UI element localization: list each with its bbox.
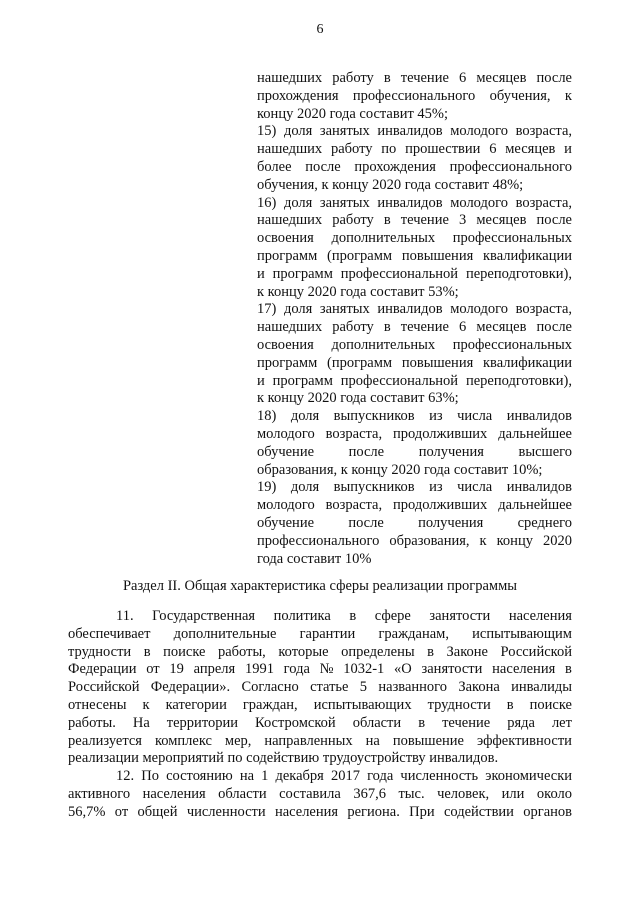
body-word: содействии xyxy=(443,803,514,820)
column-word: 3 xyxy=(458,212,467,229)
body-word: «О xyxy=(394,661,412,678)
body-word: категории xyxy=(165,696,227,713)
column-line xyxy=(257,141,572,159)
body-word: отнесены xyxy=(68,696,127,713)
body-word: испытывающих xyxy=(313,696,412,713)
column-word: года составит 10% xyxy=(257,550,372,567)
column-word: после xyxy=(305,158,341,175)
body-word: Закона xyxy=(458,679,500,696)
body-word: численности xyxy=(186,803,266,820)
column-word: квалификации xyxy=(483,354,572,371)
column-word: (программ xyxy=(327,247,393,264)
body-word: которые xyxy=(278,643,329,660)
column-word: профессиональной xyxy=(340,372,459,389)
column-word: получения xyxy=(418,514,484,531)
body-word: реализуется xyxy=(68,732,142,749)
column-word: по xyxy=(381,141,397,158)
body-word: занятости xyxy=(429,608,491,624)
column-word: после xyxy=(536,319,572,336)
body-word: Федерации». xyxy=(150,679,231,696)
body-word: граждан, xyxy=(242,696,298,713)
body-word: комплекс xyxy=(154,732,212,749)
column-word: обучение xyxy=(257,443,315,460)
body-word: на xyxy=(365,732,380,749)
body-word: в xyxy=(143,643,151,660)
column-word: месяцев xyxy=(476,70,527,86)
column-word: дальнейшее xyxy=(498,425,572,442)
body-word: Федерации xyxy=(68,661,137,678)
column-word: программ xyxy=(272,265,333,282)
body-word: от xyxy=(114,803,129,820)
body-word: активного xyxy=(68,785,131,802)
column-word: после xyxy=(348,443,385,460)
body-line xyxy=(68,750,572,768)
column-word: занятых xyxy=(319,123,370,140)
column-word: из xyxy=(429,479,443,496)
column-word: после xyxy=(536,70,572,86)
column-word: после xyxy=(536,212,572,229)
column-word: инвалидов xyxy=(506,408,572,425)
column-line xyxy=(257,248,572,266)
body-word: дополнительные xyxy=(173,625,277,642)
column-word: программ xyxy=(257,354,318,371)
column-word: дальнейшее xyxy=(498,497,572,514)
column-word: продолживших xyxy=(392,497,488,514)
column-word: прохождения xyxy=(354,158,436,175)
body-word: Законе xyxy=(446,643,488,660)
column-line xyxy=(257,70,572,88)
body-word: 19 xyxy=(169,661,184,678)
column-word: дополнительных xyxy=(331,230,436,247)
column-word: возраста, xyxy=(515,123,572,140)
body-word: в xyxy=(506,696,514,713)
column-word: молодого xyxy=(450,194,508,211)
column-word: (программ xyxy=(327,354,393,371)
body-line xyxy=(68,697,572,715)
section-heading: Раздел II. Общая характеристика сферы реализации программы xyxy=(122,578,518,594)
body-word: 2017 xyxy=(330,768,360,785)
section-body-text xyxy=(68,608,572,822)
column-word: течение xyxy=(400,212,449,229)
body-line xyxy=(68,644,572,662)
column-word: в xyxy=(383,319,391,336)
column-word: дополнительных xyxy=(331,336,436,353)
column-word: в xyxy=(383,212,391,229)
column-word: программ xyxy=(257,247,318,264)
column-line xyxy=(257,515,572,533)
body-word: тыс. xyxy=(398,785,425,802)
column-word: возраста, xyxy=(325,497,383,514)
column-word: инвалидов xyxy=(377,301,443,318)
column-word: течение xyxy=(400,319,449,336)
body-word: 1991 xyxy=(244,661,274,678)
column-word: к xyxy=(564,87,572,104)
column-line xyxy=(257,444,572,462)
body-word: занятости xyxy=(421,661,483,678)
body-word: лет xyxy=(551,714,572,731)
column-word: нашедших xyxy=(257,141,323,158)
column-word: доля xyxy=(283,194,313,211)
column-word: возраста, xyxy=(325,425,383,442)
body-word: сфере xyxy=(374,608,411,624)
body-word: гражданам, xyxy=(378,625,449,642)
body-word: испытывающим xyxy=(472,625,572,642)
body-word: области xyxy=(352,714,402,731)
column-word: молодого xyxy=(450,301,508,318)
body-word: года xyxy=(283,661,310,678)
body-line xyxy=(68,715,572,733)
body-word: населения xyxy=(492,661,556,678)
body-word: в xyxy=(427,643,434,660)
column-word: переподготовки), xyxy=(465,372,572,389)
column-word: выпускников xyxy=(333,479,415,496)
body-word: в xyxy=(349,608,357,624)
body-word: около xyxy=(536,785,572,802)
column-word: и xyxy=(564,141,572,158)
column-line xyxy=(257,497,572,515)
body-line xyxy=(68,768,572,786)
column-word: повышения xyxy=(401,247,474,264)
column-word: освоения xyxy=(257,336,314,353)
column-word: к концу 2020 года составит 53%; xyxy=(257,283,459,300)
column-word: числа xyxy=(457,479,493,496)
body-word: 12. xyxy=(116,768,135,785)
column-line xyxy=(257,355,572,373)
column-word: профессиональных xyxy=(452,336,572,353)
body-line xyxy=(68,626,572,644)
column-word: инвалидов xyxy=(377,194,443,211)
body-word: органов xyxy=(523,803,572,820)
column-word: обучения, к концу 2020 года составит 48%; xyxy=(257,176,524,193)
body-word: 11. xyxy=(116,608,134,624)
body-word: названного xyxy=(378,679,447,696)
column-word: работу xyxy=(332,70,374,86)
column-word: обучения, xyxy=(489,87,551,104)
column-word: профессионального xyxy=(257,532,380,549)
column-line xyxy=(257,462,572,480)
body-word: Костромской xyxy=(255,714,336,731)
body-word: 56,7% xyxy=(68,803,106,820)
column-word: профессионального xyxy=(449,158,572,175)
column-word: инвалидов xyxy=(506,479,572,496)
column-word: работу xyxy=(332,212,374,229)
body-line xyxy=(68,679,572,697)
column-word: 18) xyxy=(257,408,277,425)
column-word: нашедших xyxy=(257,70,323,86)
body-word: или xyxy=(501,785,525,802)
column-word: возраста, xyxy=(515,301,572,318)
body-word: составила xyxy=(279,785,341,802)
column-word: течение xyxy=(400,70,449,86)
body-word: эффективности xyxy=(476,732,572,749)
page-number: 6 xyxy=(316,22,324,37)
body-word: к xyxy=(142,696,150,713)
column-word: и xyxy=(257,265,265,282)
body-word: поиске xyxy=(529,696,572,713)
column-line xyxy=(257,177,572,195)
body-word: 1032-1 xyxy=(343,661,385,678)
body-line xyxy=(68,608,572,626)
column-word: обучение xyxy=(257,514,315,531)
body-word: населения xyxy=(508,608,572,624)
body-word: направленных xyxy=(264,732,353,749)
body-word: населения xyxy=(142,785,206,802)
body-word: работы. xyxy=(68,714,116,731)
column-line xyxy=(257,301,572,319)
body-word: статье xyxy=(310,679,349,696)
column-line xyxy=(257,195,572,213)
body-word: декабря xyxy=(275,768,324,785)
body-word: мер, xyxy=(224,732,252,749)
column-word: выпускников xyxy=(333,408,415,425)
goals-list-column xyxy=(257,70,572,568)
column-word: высшего xyxy=(518,443,572,460)
column-word: 17) xyxy=(257,301,277,318)
body-word: политика xyxy=(273,608,331,624)
column-word: 19) xyxy=(257,479,277,496)
body-word: состоянию xyxy=(166,768,233,785)
body-word: Согласно xyxy=(241,679,299,696)
column-word: в xyxy=(383,70,391,86)
body-word: работы, xyxy=(217,643,266,660)
column-line xyxy=(257,426,572,444)
body-word: апреля xyxy=(193,661,236,678)
column-word: программ xyxy=(272,372,333,389)
body-word: поиске xyxy=(163,643,206,660)
column-word: после xyxy=(348,514,384,531)
column-word: молодого xyxy=(257,497,315,514)
column-line xyxy=(257,230,572,248)
column-line xyxy=(257,551,572,569)
body-word: области xyxy=(218,785,267,802)
body-word: в xyxy=(418,714,426,731)
column-word: повышения xyxy=(401,354,474,371)
body-word: на xyxy=(239,768,255,785)
column-word: занятых xyxy=(319,301,370,318)
body-word: 1 xyxy=(261,768,269,785)
column-word: освоения xyxy=(257,230,314,247)
column-word: 6 xyxy=(458,319,467,336)
column-word: занятых xyxy=(319,194,370,211)
column-line xyxy=(257,390,572,408)
body-word: реализации мероприятий по содействию трудоустройству инвалидов. xyxy=(68,750,499,767)
column-word: образования, к концу 2020 года составит 10%; xyxy=(257,461,543,478)
column-word: к xyxy=(479,532,487,549)
body-word: На xyxy=(132,714,150,731)
body-word: человек, xyxy=(437,785,490,802)
column-word: 6 xyxy=(458,70,467,86)
column-line xyxy=(257,88,572,106)
column-line xyxy=(257,373,572,391)
column-line xyxy=(257,266,572,284)
column-word: прошествии xyxy=(405,141,481,158)
body-word: экономически xyxy=(485,768,572,785)
body-word: в xyxy=(564,661,572,678)
column-word: 16) xyxy=(257,194,277,211)
body-word: трудности xyxy=(427,696,491,713)
column-word: работу xyxy=(332,319,374,336)
column-line xyxy=(257,337,572,355)
body-word: течение xyxy=(442,714,491,731)
column-word: возраста, xyxy=(515,194,572,211)
column-word: 6 xyxy=(489,141,497,158)
body-word: По xyxy=(141,768,159,785)
column-word: более xyxy=(257,158,292,175)
column-word: месяцев xyxy=(476,319,527,336)
body-word: от xyxy=(146,661,160,678)
column-word: продолживших xyxy=(392,425,488,442)
body-word: гарантии xyxy=(299,625,356,642)
column-word: прохождения xyxy=(257,87,339,104)
body-word: Российской xyxy=(500,643,572,660)
column-word: нашедших xyxy=(257,212,323,229)
column-word: концу 2020 года составит 45%; xyxy=(257,105,449,122)
body-word: повышение xyxy=(392,732,464,749)
body-word: № xyxy=(319,661,334,678)
column-word: профессионального xyxy=(352,87,476,104)
body-word: 5 xyxy=(359,679,368,696)
column-word: месяцев xyxy=(476,212,527,229)
column-word: 2020 xyxy=(542,532,572,549)
column-word: и xyxy=(257,372,265,389)
body-word: года xyxy=(367,768,394,785)
body-line xyxy=(68,733,572,751)
body-word: ряда xyxy=(507,714,535,731)
column-word: квалификации xyxy=(483,247,572,264)
column-line xyxy=(257,106,572,124)
column-word: образования, xyxy=(389,532,470,549)
column-word: нашедших xyxy=(257,319,323,336)
column-line xyxy=(257,408,572,426)
column-word: месяцев xyxy=(505,141,556,158)
column-line xyxy=(257,159,572,177)
body-word: инвалиды xyxy=(511,679,572,696)
column-word: концу xyxy=(496,532,533,549)
body-word: Государственная xyxy=(152,608,256,624)
column-word: инвалидов xyxy=(377,123,443,140)
column-line xyxy=(257,212,572,230)
column-word: работу xyxy=(330,141,373,158)
body-word: При xyxy=(409,803,435,820)
column-word: профессиональных xyxy=(452,230,572,247)
body-word: Российской xyxy=(68,679,140,696)
body-word: 367,6 xyxy=(353,785,386,802)
column-word: доля xyxy=(283,123,313,140)
body-word: общей xyxy=(137,803,178,820)
body-line xyxy=(68,786,572,804)
column-line xyxy=(257,284,572,302)
column-line xyxy=(257,123,572,141)
column-word: из xyxy=(429,408,443,425)
body-word: определены xyxy=(341,643,415,660)
body-word: территории xyxy=(166,714,238,731)
body-line xyxy=(68,804,572,822)
column-word: доля xyxy=(290,408,320,425)
body-word: населения xyxy=(274,803,339,820)
column-word: молодого xyxy=(450,123,508,140)
column-word: профессиональной xyxy=(340,265,459,282)
column-line xyxy=(257,319,572,337)
column-word: переподготовки), xyxy=(465,265,572,282)
body-word: трудности xyxy=(68,643,132,660)
body-line xyxy=(68,661,572,679)
column-word: числа xyxy=(457,408,493,425)
column-word: к концу 2020 года составит 63%; xyxy=(257,390,459,407)
column-word: 15) xyxy=(257,123,277,140)
column-word: получения xyxy=(418,443,484,460)
column-word: доля xyxy=(290,479,320,496)
column-word: молодого xyxy=(257,425,315,442)
column-line xyxy=(257,533,572,551)
column-word: доля xyxy=(283,301,313,318)
body-word: обеспечивает xyxy=(68,625,151,642)
body-word: численность xyxy=(400,768,479,785)
column-line xyxy=(257,479,572,497)
body-word: региона. xyxy=(347,803,400,820)
column-word: среднего xyxy=(517,514,572,531)
